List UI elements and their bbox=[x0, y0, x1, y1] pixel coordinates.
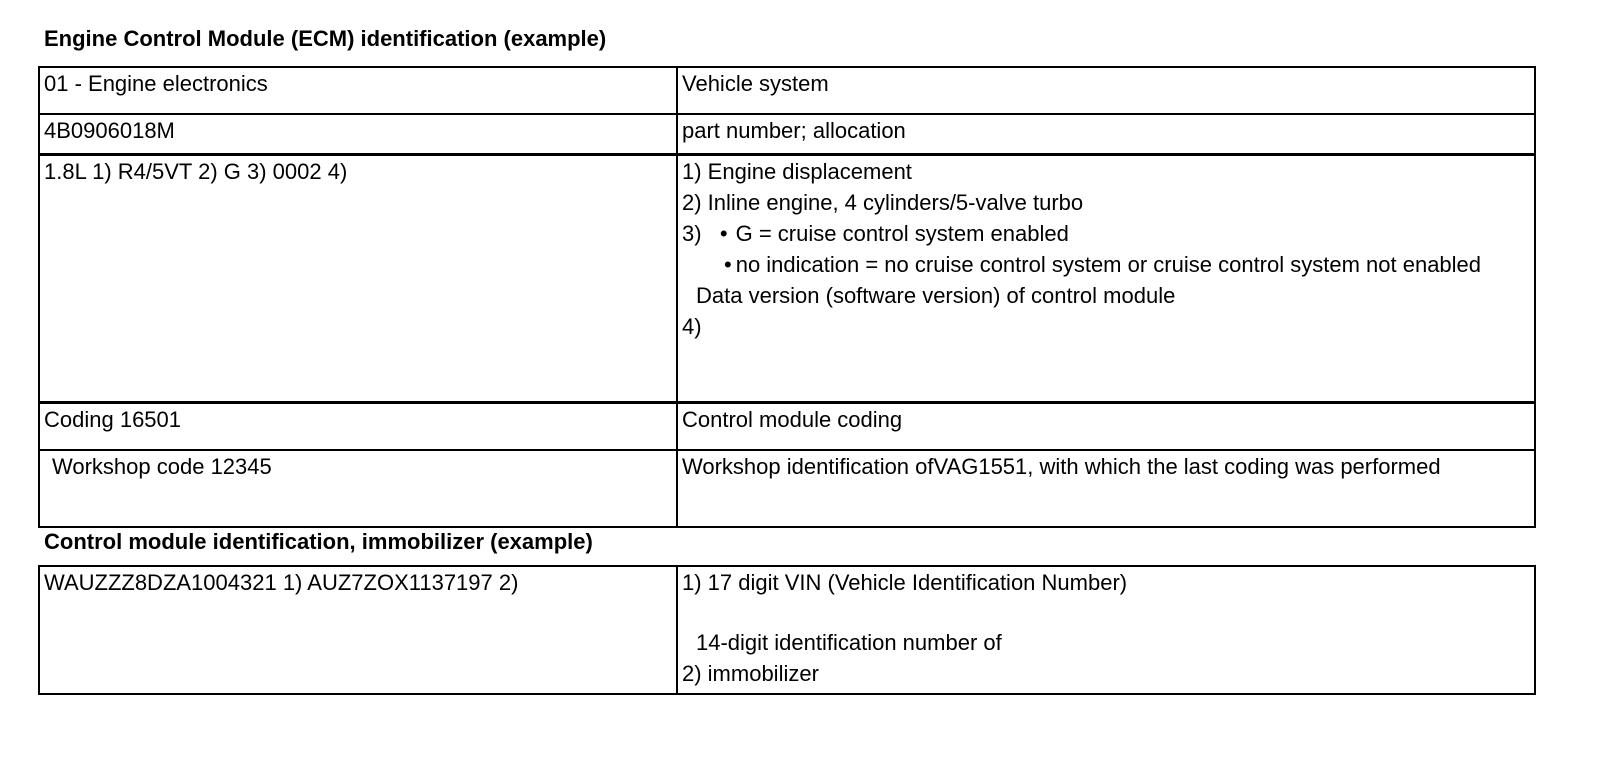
item-four-label: 4) bbox=[682, 313, 702, 339]
table-row bbox=[39, 67, 1535, 114]
workshop-code-value: Workshop code 12345 bbox=[39, 450, 677, 527]
engine-code-value: 1.8L 1) R4/5VT 2) G 3) 0002 4) bbox=[39, 154, 677, 402]
table-row bbox=[39, 450, 1535, 527]
identification-number-text: 14-digit identification number of bbox=[696, 630, 1002, 655]
part-number-description: part number; allocation bbox=[677, 114, 1535, 154]
coding-description: Control module coding bbox=[677, 402, 1535, 450]
workshop-code-description: Workshop identification ofVAG1551, with which the last coding was performed bbox=[677, 450, 1535, 527]
vin-description bbox=[677, 566, 1535, 694]
ecm-identification-table bbox=[38, 66, 1536, 528]
table-row bbox=[39, 114, 1535, 154]
vehicle-system-value: 01 - Engine electronics bbox=[39, 67, 677, 114]
part-number-value: 4B0906018M bbox=[39, 114, 677, 154]
immobilizer-identification-table bbox=[38, 565, 1536, 695]
data-version-text: Data version (software version) of control module bbox=[696, 282, 1176, 308]
engine-displacement-text: 1) Engine displacement bbox=[682, 158, 912, 184]
coding-value: Coding 16501 bbox=[39, 402, 677, 450]
table-row bbox=[39, 566, 1535, 694]
immobilizer-section-heading: Control module identification, immobilizer (example) bbox=[44, 529, 593, 554]
cruise-control-bullet: 3) • G = cruise control system enabled bbox=[682, 220, 1069, 246]
vin-value: WAUZZZ8DZA1004321 1) AUZ7ZOX1137197 2) bbox=[39, 566, 677, 694]
no-indication-bullet: • no indication = no cruise control system or cruise control system not enabled bbox=[724, 251, 1482, 277]
table-row bbox=[39, 154, 1535, 402]
ecm-section-heading: Engine Control Module (ECM) identification (example) bbox=[44, 26, 607, 51]
vin-description-text: 1) 17 digit VIN (Vehicle Identification Number) bbox=[682, 570, 1128, 595]
vehicle-system-description: Vehicle system bbox=[677, 67, 1535, 114]
immobilizer-label: 2) immobilizer bbox=[682, 661, 819, 686]
inline-engine-text: 2) Inline engine, 4 cylinders/5-valve turbo bbox=[682, 189, 1084, 215]
table-row bbox=[39, 402, 1535, 450]
engine-code-description bbox=[677, 154, 1535, 402]
